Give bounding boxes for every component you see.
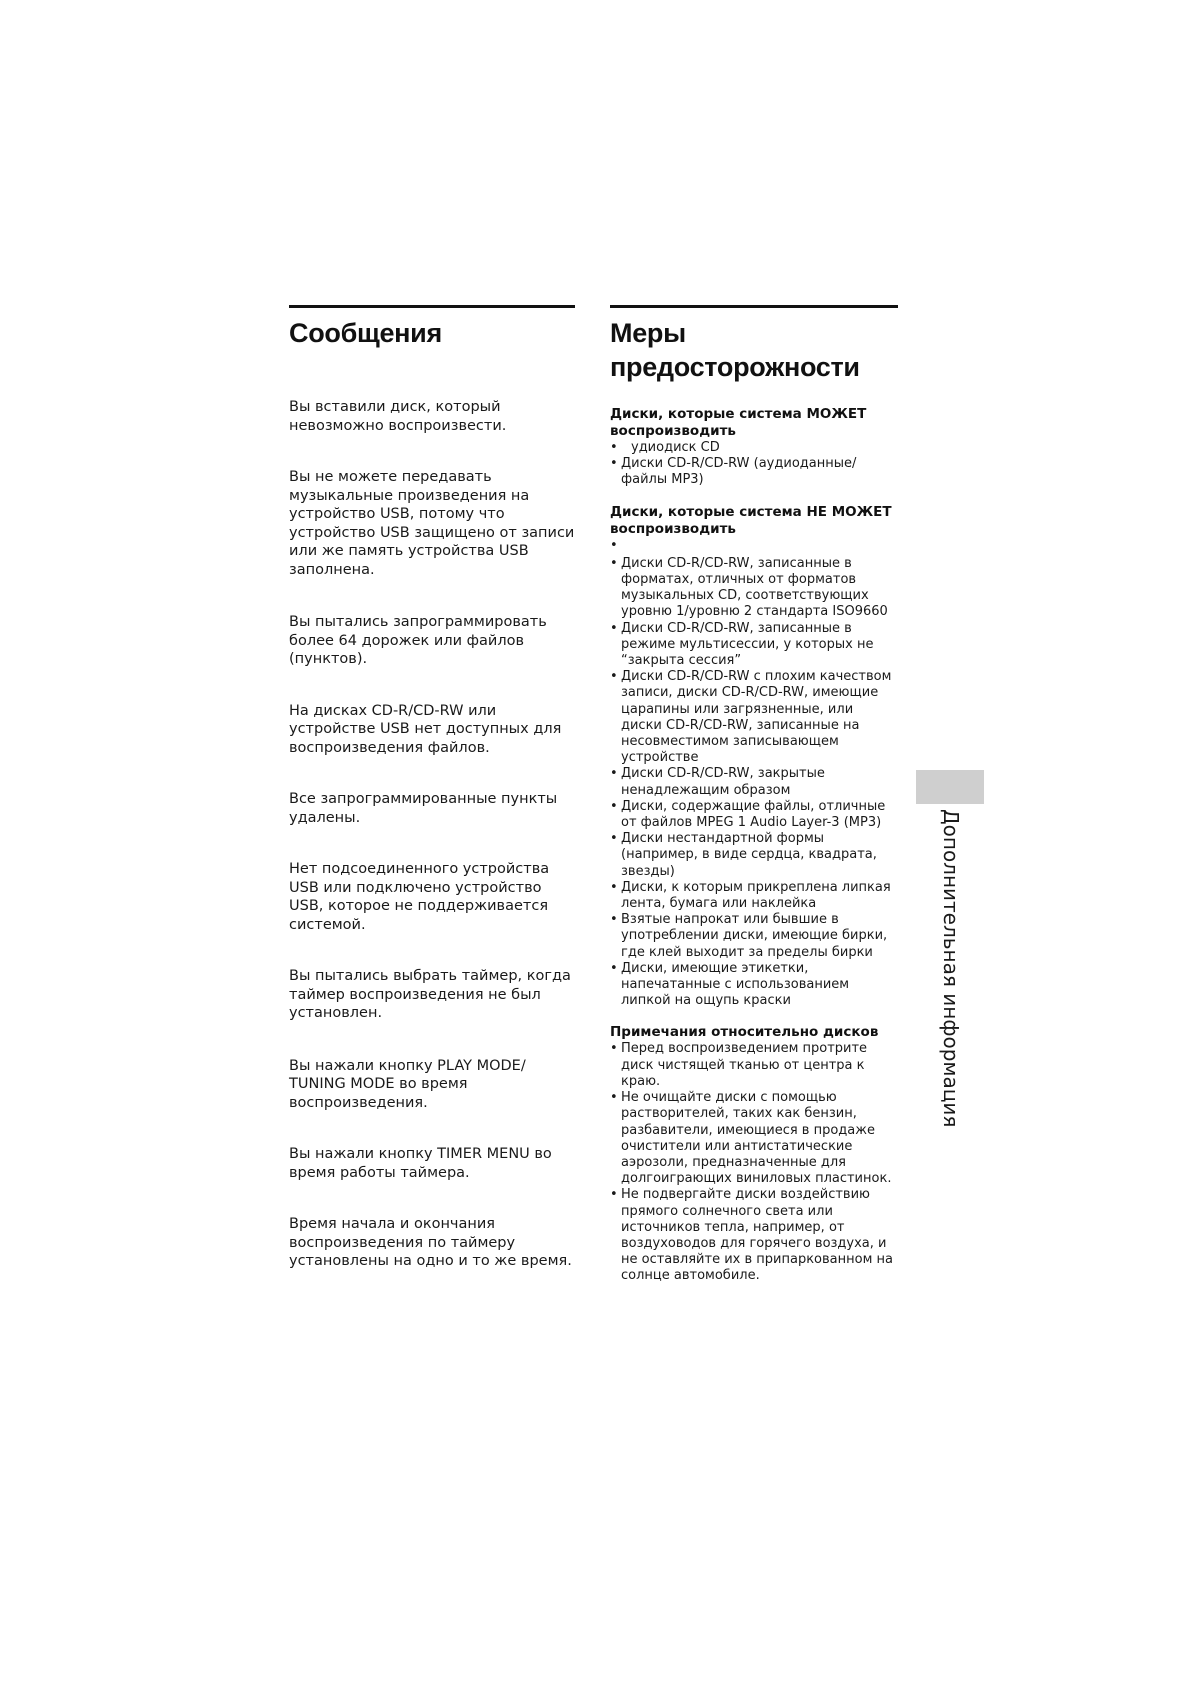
message-8: Вы нажали кнопку PLAY MODE/ TUNING MODE во время воспроизведения. [289, 1057, 526, 1111]
precautions-title-line2: предосторожности [610, 352, 860, 382]
section-tab-marker [916, 770, 984, 804]
list-item: • Диски CD-R/CD-RW, закрытые ненадлежащим образом [610, 766, 825, 798]
cannot-play-list [610, 538, 898, 1010]
bullet-icon: • [610, 1041, 618, 1057]
list-item [610, 538, 898, 554]
list-item: • Диски CD-R/CD-RW с плохим качеством записи, диски CD-R/CD-RW, имеющие царапины или загрязненные, или диски CD-R/CD-RW, записанные на несовместимом записывающем устройстве [610, 669, 892, 766]
list-item: • Не подвергайте диски воздействию прямого солнечного света или источников тепла, например, от воздуховодов для горячего воздуха, и не оставляйте их в припаркованном на солнце автомобиле. [610, 1187, 893, 1284]
message-7: Вы пытались выбрать таймер, когда таймер воспроизведения не был установлен. [289, 968, 571, 1021]
bullet-icon: • [610, 1187, 618, 1203]
message-5: Все запрограммированные пункты удалены. [289, 791, 558, 826]
bullet-icon: • [610, 831, 618, 847]
list-item: • Диски CD-R/CD-RW (аудиоданные/ файлы MP3) [610, 456, 857, 488]
bullet-icon: • [610, 1090, 618, 1106]
precautions-title-line1: Меры [610, 318, 686, 348]
message-2: Вы не можете передавать музыкальные произведения на устройство USB, потому что устройство USB защищено от записи или же память устройства USB заполнена. [289, 469, 575, 578]
list-item: • Не очищайте диски с помощью растворителей, таких как бензин, разбавители, имеющиеся в продаже очистители или антистатические аэрозоли, предназначенные для долгоиграющих виниловых пластинок. [610, 1090, 892, 1187]
bullet-icon: • [610, 766, 618, 782]
notes-list [610, 1041, 898, 1284]
list-item: • Взятые напрокат или бывшие в употреблении диски, имеющие бирки, где клей выходит за пределы бирки [610, 912, 888, 960]
list-item: • удиодиск CD [610, 440, 720, 455]
bullet-icon: • [610, 440, 618, 455]
can-play-heading: Диски, которые система МОЖЕТ воспроизводить [610, 406, 867, 439]
message-4: На дисках CD-R/CD-RW или устройстве USB нет доступных для воспроизведения файлов. [289, 702, 562, 756]
cannot-play-heading: Диски, которые система НЕ МОЖЕТ воспроизводить [610, 503, 892, 537]
notes-heading: Примечания относительно дисков [610, 1024, 879, 1041]
bullet-icon: • [610, 669, 618, 685]
bullet-icon: • [610, 555, 618, 571]
section-side-label [934, 808, 968, 1128]
bullet-icon: • [610, 537, 618, 553]
bullet-icon: • [610, 879, 618, 895]
list-item: • Диски, содержащие файлы, отличные от файлов MPEG 1 Audio Layer-3 (MP3) [610, 798, 886, 831]
messages-title: Сообщения [289, 318, 442, 348]
bullet-icon: • [610, 960, 618, 976]
side-label-text: Дополнительная информация [939, 808, 963, 1128]
bullet-icon: • [610, 456, 618, 472]
messages-column [289, 305, 575, 1271]
list-item: • Диски, имеющие этикетки, напечатанные с использованием липкой на ощупь краски [610, 960, 850, 1009]
message-9: Вы нажали кнопку TIMER MENU во время работы таймера. [289, 1146, 552, 1181]
list-item: • Перед воспроизведением протрите диск чистящей тканью от центра к краю. [610, 1041, 868, 1089]
bullet-icon: • [610, 798, 618, 814]
precautions-title [610, 308, 898, 384]
message-6: Нет подсоединенного устройства USB или подключено устройство USB, которое не поддерживается системой. [289, 861, 550, 933]
can-play-list [610, 440, 898, 489]
precautions-column [610, 305, 898, 1285]
message-1: Вы вставили диск, который невозможно воспроизвести. [289, 399, 507, 434]
list-item: • Диски CD-R/CD-RW, записанные в форматах, отличных от форматов музыкальных CD, соответствующих уровню 1/уровню 2 стандарта ISO9660 [610, 555, 888, 620]
message-3: Вы пытались запрограммировать более 64 дорожек или файлов (пунктов). [289, 614, 547, 667]
bullet-icon: • [610, 912, 618, 928]
list-item: • Диски нестандартной формы (например, в виде сердца, квадрата, звезды) [610, 831, 877, 879]
list-item: • Диски CD-R/CD-RW, записанные в режиме мультисессии, у которых не “закрыта сессия” [610, 620, 874, 669]
bullet-icon: • [610, 620, 618, 636]
list-item: • Диски, к которым прикреплена липкая лента, бумага или наклейка [610, 879, 891, 912]
message-10: Время начала и окончания воспроизведения по таймеру установлены на одно и то же время. [289, 1216, 572, 1269]
